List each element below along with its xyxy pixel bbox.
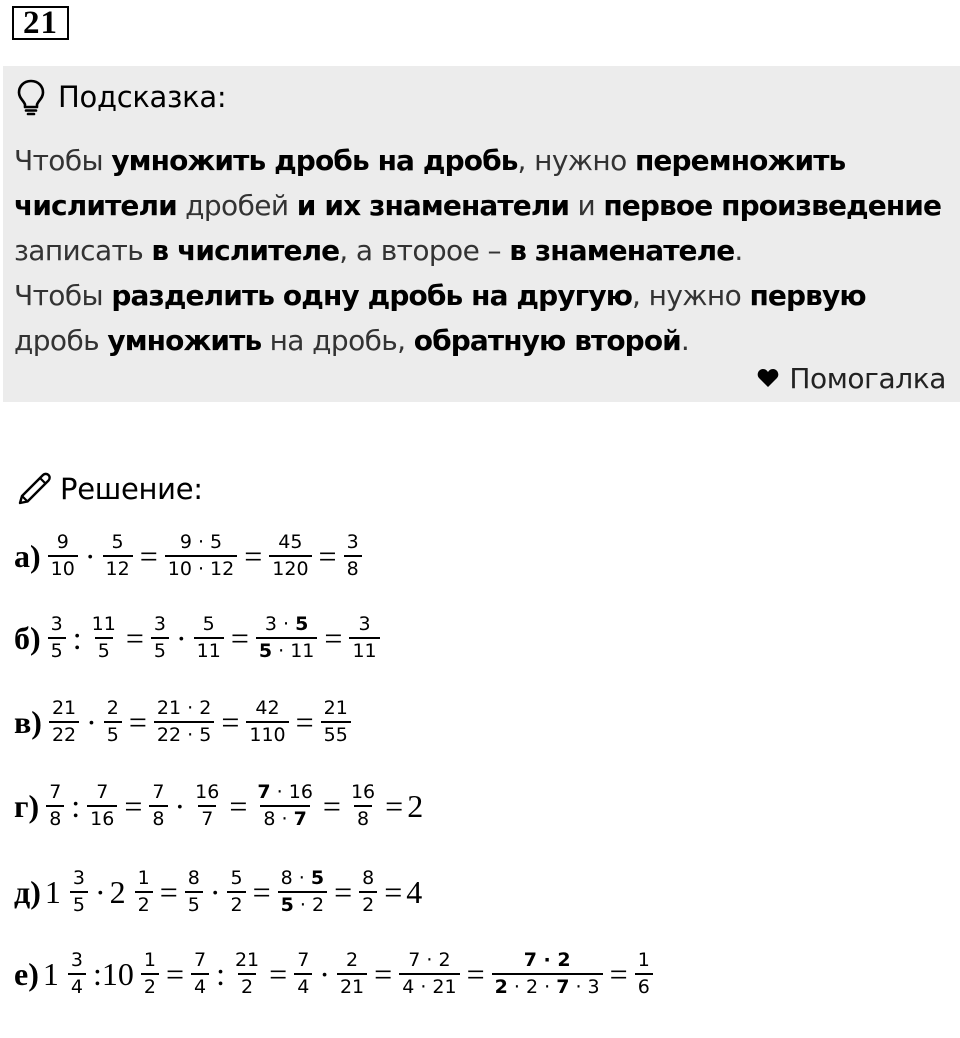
- hint-text-segment: дробь: [14, 324, 108, 357]
- fraction-denominator: 4: [294, 973, 312, 1000]
- operator: =: [221, 703, 240, 740]
- fraction: [149, 780, 167, 832]
- fraction: [165, 530, 237, 582]
- operator: =: [165, 955, 184, 992]
- heart-icon: [757, 362, 789, 395]
- fraction-numerator: 9 · 5: [179, 531, 223, 553]
- hint-bold-text: обратную второй: [413, 324, 681, 357]
- fraction-denominator: 8: [149, 805, 167, 832]
- equation-row: [14, 866, 422, 918]
- fraction: [635, 948, 653, 1000]
- hint-header: [16, 78, 226, 116]
- fraction-denominator: 11: [349, 637, 379, 664]
- fraction: [89, 612, 119, 664]
- fraction: [49, 696, 79, 748]
- solution-title: Решение:: [60, 472, 203, 506]
- operator: =: [609, 955, 628, 992]
- fraction-denominator: 2: [227, 891, 245, 918]
- hint-bold-text: разделить одну дробь на другую: [111, 279, 633, 312]
- fraction-denominator: 110: [246, 721, 288, 748]
- fraction-numerator: 3: [153, 613, 166, 635]
- operator: ·: [175, 619, 187, 656]
- fraction: [185, 866, 203, 918]
- fraction-denominator: 2: [238, 973, 256, 1000]
- fraction: [104, 696, 122, 748]
- fraction-numerator: 16: [350, 781, 376, 803]
- operator: =: [334, 873, 353, 910]
- operator: =: [124, 787, 143, 824]
- fraction-denominator: 55: [321, 721, 351, 748]
- fraction: [337, 948, 367, 1000]
- task-number: 21: [23, 5, 58, 41]
- hint-text-segment: .: [734, 234, 743, 267]
- whole-part: 1: [44, 873, 61, 910]
- fraction-denominator: 8: [46, 805, 64, 832]
- fraction: [246, 696, 288, 748]
- fraction: [254, 780, 316, 832]
- fraction: [344, 530, 362, 582]
- fraction-numerator: 21: [51, 697, 77, 719]
- fraction: [294, 948, 312, 1000]
- fraction-numerator: 1: [637, 949, 650, 971]
- fraction-denominator: 5: [185, 891, 203, 918]
- fraction-numerator: 3 · 5: [264, 613, 309, 635]
- fraction-numerator: 42: [255, 697, 280, 719]
- operator: ·: [86, 703, 97, 740]
- operator: =: [269, 955, 288, 992]
- fraction-denominator: 21: [337, 973, 367, 1000]
- solution-header: [16, 468, 203, 510]
- fraction-numerator: 2: [346, 949, 359, 971]
- fraction: [48, 530, 78, 582]
- operator: =: [385, 787, 404, 824]
- operator: :: [216, 955, 225, 992]
- operator: =: [125, 619, 144, 656]
- hint-bold-text: умножить: [107, 324, 262, 357]
- fraction: [492, 948, 603, 1000]
- fraction-denominator: 2: [141, 973, 159, 1000]
- fraction-numerator: 3: [50, 613, 63, 635]
- fraction-numerator: 45: [278, 531, 303, 553]
- operator: =: [466, 955, 485, 992]
- fraction-numerator: 1: [137, 867, 150, 889]
- whole-part: 1: [42, 955, 59, 992]
- fraction-numerator: 8: [187, 867, 200, 889]
- equation-row: [14, 530, 365, 582]
- fraction-denominator: 5: [151, 637, 169, 664]
- operator: :: [72, 619, 82, 656]
- fraction: [269, 530, 311, 582]
- fraction-denominator: 11: [194, 637, 224, 664]
- operator: ·: [174, 787, 186, 824]
- equation-row: [14, 612, 383, 664]
- hint-text-segment: и: [569, 189, 604, 222]
- fraction-denominator: 16: [87, 805, 117, 832]
- fraction: [46, 780, 64, 832]
- fraction-numerator: 7: [49, 781, 62, 803]
- fraction-numerator: 21: [234, 949, 260, 971]
- hint-bold-text: и их знаменатели: [296, 189, 570, 222]
- fraction-numerator: 2: [106, 697, 119, 719]
- fraction-denominator: 2: [135, 891, 153, 918]
- fraction-numerator: 7 · 2: [523, 949, 571, 971]
- operator: =: [322, 787, 341, 824]
- operator: =: [159, 873, 178, 910]
- fraction-numerator: 7: [152, 781, 165, 803]
- fraction-denominator: 2 · 2 · 7 · 3: [492, 973, 603, 1000]
- credit: [757, 362, 946, 395]
- operator: ·: [84, 537, 96, 574]
- hint-text-segment: Чтобы: [14, 144, 112, 177]
- hint-text-segment: записать: [14, 234, 152, 267]
- hint-text-segment: Чтобы: [14, 279, 112, 312]
- fraction-numerator: 5: [230, 867, 243, 889]
- fraction: [191, 948, 209, 1000]
- fraction-denominator: 5: [95, 637, 113, 664]
- fraction-numerator: 5: [202, 613, 215, 635]
- fraction-numerator: 21: [323, 697, 348, 719]
- operator: ·: [94, 873, 106, 910]
- fraction: [103, 530, 133, 582]
- fraction-denominator: 7: [198, 805, 216, 832]
- fraction-denominator: 8: [354, 805, 372, 832]
- operator: ·: [209, 873, 221, 910]
- hint-paragraph: [14, 273, 949, 363]
- fraction-numerator: 1: [143, 949, 156, 971]
- equation-label: г): [14, 787, 40, 824]
- operator: =: [128, 703, 147, 740]
- lightbulb-icon: [16, 78, 46, 116]
- fraction-denominator: 10 · 12: [165, 555, 237, 582]
- operator: =: [384, 873, 403, 910]
- fraction-denominator: 5: [70, 891, 88, 918]
- fraction-denominator: 22: [49, 721, 79, 748]
- equation-row: [14, 696, 354, 748]
- fraction-denominator: 12: [103, 555, 133, 582]
- operator: =: [244, 537, 263, 574]
- operator: =: [230, 619, 249, 656]
- fraction-numerator: 7 · 2: [408, 949, 451, 971]
- fraction: [192, 780, 222, 832]
- operator: =: [374, 955, 393, 992]
- hint-text-segment: на дробь,: [261, 324, 414, 357]
- fraction-denominator: 5: [104, 721, 122, 748]
- operator: ·: [319, 955, 330, 992]
- fraction: [70, 866, 88, 918]
- fraction: [278, 866, 327, 918]
- fraction: [135, 866, 153, 918]
- equation-label: а): [14, 537, 41, 574]
- result-value: 4: [406, 873, 423, 910]
- hint-text-segment: , а второе –: [339, 234, 510, 267]
- hint-text: [14, 138, 949, 363]
- equation-label: д): [14, 873, 41, 910]
- fraction-denominator: 4: [68, 973, 86, 1000]
- hint-text-segment: дробей: [176, 189, 297, 222]
- fraction: [141, 948, 159, 1000]
- fraction-denominator: 5 · 11: [256, 637, 318, 664]
- fraction: [151, 612, 169, 664]
- fraction: [232, 948, 262, 1000]
- fraction-denominator: 22 · 5: [154, 721, 214, 748]
- fraction-denominator: 2: [359, 891, 377, 918]
- operator: =: [139, 537, 158, 574]
- fraction-denominator: 4: [191, 973, 209, 1000]
- fraction: [87, 780, 117, 832]
- fraction-numerator: 3: [72, 867, 85, 889]
- operator: =: [229, 787, 248, 824]
- fraction: [321, 696, 351, 748]
- hint-bold-text: первое произведение: [603, 189, 942, 222]
- hint-title: Подсказка:: [58, 80, 227, 114]
- equation-label: в): [14, 703, 42, 740]
- fraction-numerator: 16: [195, 781, 220, 803]
- fraction-numerator: 9: [56, 531, 69, 553]
- fraction-denominator: 4 · 21: [399, 973, 459, 1000]
- fraction: [348, 780, 378, 832]
- fraction-numerator: 3: [346, 531, 359, 553]
- equation-row: [14, 780, 423, 832]
- fraction-denominator: 6: [635, 973, 653, 1000]
- hint-bold-text: в знаменателе: [509, 234, 735, 267]
- equation-row: [14, 948, 656, 1000]
- hint-text-segment: , нужно: [517, 144, 635, 177]
- hint-bold-text: первую: [749, 279, 866, 312]
- fraction: [359, 866, 377, 918]
- operator: =: [318, 537, 337, 574]
- fraction-numerator: 7: [96, 781, 109, 803]
- fraction-denominator: 5: [48, 637, 66, 664]
- operator: :10: [92, 955, 134, 992]
- fraction: [227, 866, 245, 918]
- fraction-numerator: 11: [91, 613, 116, 635]
- fraction-numerator: 3: [358, 613, 371, 635]
- hint-text-segment: .: [680, 324, 690, 357]
- result-value: 2: [407, 787, 424, 824]
- operator: =: [324, 619, 343, 656]
- whole-part: 2: [109, 873, 126, 910]
- fraction: [256, 612, 318, 664]
- hint-bold-text: в числителе: [151, 234, 340, 267]
- fraction-denominator: 120: [269, 555, 311, 582]
- operator: :: [71, 787, 81, 824]
- credit-label: Помогалка: [789, 362, 946, 395]
- fraction: [68, 948, 86, 1000]
- fraction-denominator: 8: [344, 555, 362, 582]
- fraction: [349, 612, 379, 664]
- equation-label: е): [14, 955, 39, 992]
- task-number-box: [12, 6, 69, 40]
- fraction-denominator: 5 · 2: [278, 891, 327, 918]
- hint-text-segment: , нужно: [632, 279, 750, 312]
- fraction-numerator: 7: [297, 949, 310, 971]
- operator: =: [252, 873, 271, 910]
- fraction-numerator: 8 · 5: [280, 867, 325, 889]
- fraction: [48, 612, 66, 664]
- fraction-numerator: 8: [362, 867, 375, 889]
- equation-label: б): [14, 619, 41, 656]
- hint-bold-text: умножить дробь на дробь: [111, 144, 518, 177]
- fraction-denominator: 8 · 7: [260, 805, 309, 832]
- hint-paragraph: [14, 138, 949, 273]
- pencil-icon: [16, 468, 54, 510]
- fraction-numerator: 21 · 2: [156, 697, 212, 719]
- fraction-numerator: 7: [193, 949, 207, 971]
- fraction-denominator: 10: [48, 555, 78, 582]
- fraction: [194, 612, 224, 664]
- fraction-numerator: 5: [111, 531, 124, 553]
- operator: =: [295, 703, 314, 740]
- fraction: [154, 696, 214, 748]
- fraction: [399, 948, 459, 1000]
- fraction-numerator: 7 · 16: [257, 781, 313, 803]
- fraction-numerator: 3: [70, 949, 83, 971]
- hint-bold-text: перемножить числители: [14, 144, 846, 222]
